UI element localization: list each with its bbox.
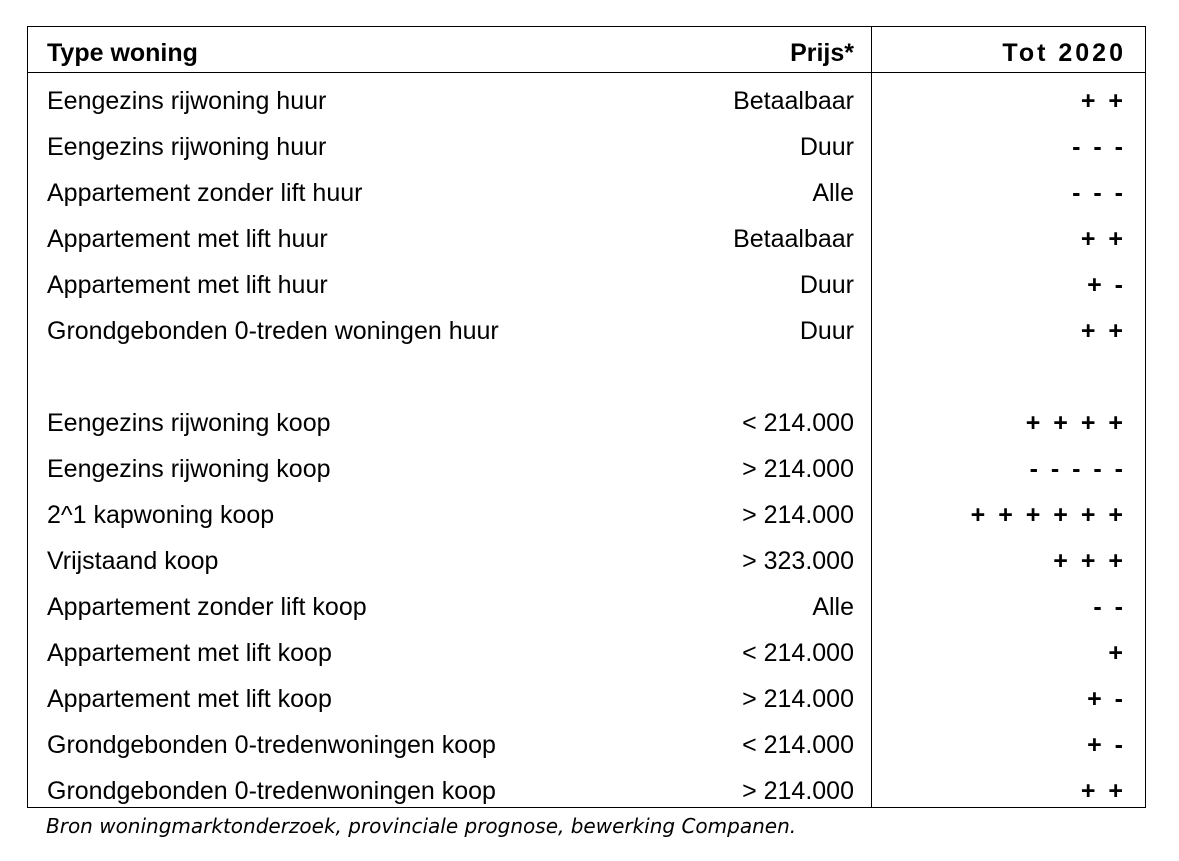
cell-type: Eengezins rijwoning koop — [47, 409, 331, 437]
cell-type: Grondgebonden 0-tredenwoningen koop — [47, 731, 496, 759]
cell-price: Alle — [812, 179, 854, 207]
section-spacer — [27, 354, 1146, 400]
cell-type: Grondgebonden 0-tredenwoningen koop — [47, 777, 496, 805]
table-row — [27, 768, 1146, 814]
cell-trend: + + — [1080, 317, 1126, 345]
header-type-woning: Type woning — [47, 39, 198, 67]
cell-type: 2^1 kapwoning koop — [47, 501, 275, 529]
table-row — [27, 400, 1146, 446]
cell-price: > 214.000 — [742, 455, 854, 483]
cell-type: Appartement zonder lift huur — [47, 179, 363, 207]
table-row — [27, 492, 1146, 538]
cell-type: Eengezins rijwoning huur — [47, 87, 327, 115]
cell-price: > 214.000 — [742, 685, 854, 713]
cell-price: Duur — [799, 133, 854, 161]
cell-trend: - - - — [1072, 133, 1126, 161]
cell-trend: - - — [1093, 593, 1126, 621]
cell-trend: + + + + — [1025, 409, 1126, 437]
table-row — [27, 630, 1146, 676]
table-header-row — [27, 26, 1146, 72]
cell-type: Vrijstaand koop — [47, 547, 219, 575]
cell-price: Betaalbaar — [733, 87, 854, 115]
cell-price: Duur — [799, 317, 854, 345]
cell-price: > 214.000 — [742, 777, 854, 805]
cell-trend: + + + + + + — [970, 501, 1126, 529]
table-row — [27, 78, 1146, 124]
cell-price: < 214.000 — [742, 639, 854, 667]
table-row — [27, 124, 1146, 170]
cell-trend: + — [1108, 639, 1126, 667]
cell-price: < 214.000 — [742, 409, 854, 437]
table-row — [27, 262, 1146, 308]
table-row — [27, 308, 1146, 354]
cell-type: Appartement zonder lift koop — [47, 593, 367, 621]
cell-type: Appartement met lift koop — [47, 639, 332, 667]
cell-trend: - - - — [1072, 179, 1126, 207]
cell-price: Betaalbaar — [733, 225, 854, 253]
table-row — [27, 538, 1146, 584]
cell-type: Eengezins rijwoning huur — [47, 133, 327, 161]
cell-trend: + + — [1080, 225, 1126, 253]
cell-trend: + - — [1087, 271, 1126, 299]
header-tot-2020: Tot 2020 — [1002, 39, 1126, 67]
cell-trend: + + — [1080, 777, 1126, 805]
cell-type: Appartement met lift huur — [47, 271, 328, 299]
cell-trend: - - - - - — [1029, 455, 1126, 483]
cell-type: Eengezins rijwoning koop — [47, 455, 331, 483]
table-row — [27, 676, 1146, 722]
cell-trend: + + — [1080, 87, 1126, 115]
cell-price: > 323.000 — [742, 547, 854, 575]
cell-trend: + - — [1087, 685, 1126, 713]
cell-price: Alle — [812, 593, 854, 621]
header-prijs: Prijs* — [790, 39, 854, 67]
table-row — [27, 170, 1146, 216]
cell-type: Appartement met lift koop — [47, 685, 332, 713]
cell-type: Appartement met lift huur — [47, 225, 328, 253]
cell-type: Grondgebonden 0-treden woningen huur — [47, 317, 499, 345]
table-row — [27, 584, 1146, 630]
cell-price: Duur — [799, 271, 854, 299]
cell-price: > 214.000 — [742, 501, 854, 529]
table-row — [27, 216, 1146, 262]
cell-trend: + - — [1087, 731, 1126, 759]
table-row — [27, 722, 1146, 768]
source-caption: Bron woningmarktonderzoek, provinciale prognose, bewerking Companen. — [46, 814, 797, 838]
cell-trend: + + + — [1053, 547, 1126, 575]
table-row — [27, 446, 1146, 492]
cell-price: < 214.000 — [742, 731, 854, 759]
table-body — [27, 78, 1146, 814]
